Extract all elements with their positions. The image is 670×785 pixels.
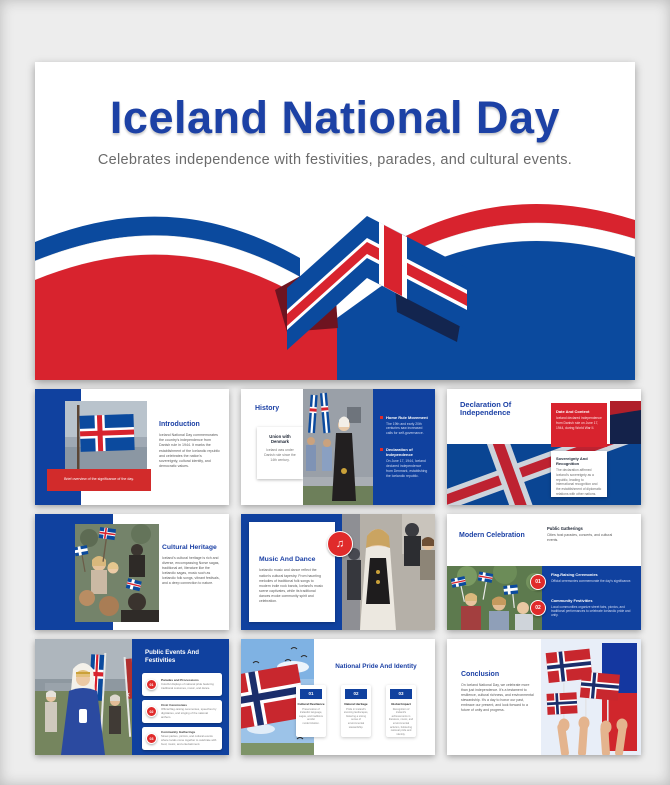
slide-thumb-modern-celebration[interactable] xyxy=(447,514,641,630)
slide-thumb-music-dance[interactable] xyxy=(241,514,435,630)
number-box-03: 03 xyxy=(390,689,412,699)
item-body: Official ceremonies commemorate the day's significance. xyxy=(551,578,632,583)
slide-title: Conclusion xyxy=(461,671,500,678)
card-title: Sovereignty And Recognition xyxy=(556,456,588,466)
badge-number: 02 xyxy=(149,709,154,714)
item-flag-raising xyxy=(551,572,635,583)
aside-body: Cities host parades, concerts, and cultural events. xyxy=(547,533,613,543)
card-title: Cultural Resilience xyxy=(297,702,325,706)
item-body: Local communities organize street fairs, picnics, and traditional performances to celebrate Icelandic pride and unity. xyxy=(551,604,631,618)
card-body: Recognition of Iceland's achievements in literature, music, and environmental activism, bolstering national pride and identity. xyxy=(388,707,414,736)
card-body: Colorful displays of national pride featuring traditional costumes, music, and dance. xyxy=(161,682,214,690)
sovereignty-card xyxy=(551,451,607,497)
card-title: Global Impact xyxy=(391,702,411,706)
slide-title: Modern Celebration xyxy=(459,532,525,539)
number-box-01: 01 xyxy=(300,689,322,699)
slide-body: Iceland National Day commemorates the country's independence from Danish rule in 1944. It marks the establishment of the Icelandic republic and celebrates the nation's sovereignty, cultural identity, and democratic values. xyxy=(159,433,220,469)
image-caption-banner xyxy=(47,469,151,491)
pride-card-natural xyxy=(341,685,371,737)
event-card-parades xyxy=(142,673,222,696)
bullet-body: On June 17, 1944, Iceland declared independence from Denmark, establishing the Icelandic republic. xyxy=(386,458,428,478)
slide-title: Introduction xyxy=(159,421,200,428)
badge-number: 02 xyxy=(535,605,541,611)
photo-woman-traditional-costume xyxy=(35,639,132,755)
page-subtitle: Celebrates independence with festivities, parades, and cultural events. xyxy=(97,152,573,168)
slide-thumb-public-events[interactable] xyxy=(35,639,229,755)
flag-ribbon-graphic xyxy=(35,190,635,380)
bullet-item xyxy=(380,415,428,436)
bullet-body: The 19th and early 20th centuries saw increased calls for self-governance. xyxy=(386,421,424,436)
number-badge-01 xyxy=(146,679,157,690)
bullet-square-icon xyxy=(380,448,383,451)
card-title: Community Gatherings xyxy=(161,730,196,735)
number-badge-02 xyxy=(530,600,546,616)
card-body: Iceland was under Danish rule since the 14th century. xyxy=(264,447,296,462)
slide-body: On Iceland National Day, we celebrate more than just independence. It's a testament to resilience, cultural richness, and environmental stewardship. It's a day to honor our past, embrace our present, and look forward to a future of unity and progress. xyxy=(461,683,534,713)
card-body: Iceland declared independence from Danish rule on June 17, 1944, during World War II. xyxy=(556,416,602,430)
photo-hands-holding-flags xyxy=(541,639,641,755)
badge-number: 01 xyxy=(535,579,541,585)
slide-title: Declaration Of Independence xyxy=(460,400,512,418)
pride-card-global xyxy=(386,685,416,737)
main-title-slide[interactable] xyxy=(35,62,635,380)
music-note-glyph: ♫ xyxy=(335,538,345,550)
badge-number: 01 xyxy=(149,682,154,687)
card-body: Pride in Iceland's stunning landscapes, fostering a strong sense of environmental stewardship. xyxy=(343,707,369,729)
caption-text: Brief overview of the significance of the day. xyxy=(64,477,134,482)
pride-card-cultural xyxy=(296,685,326,737)
slide-title: Public Events And Festivities xyxy=(145,649,200,664)
photo-crowd-with-flags xyxy=(75,524,159,622)
slide-title: Cultural Heritage xyxy=(162,544,217,551)
card-body: Preservation of Icelandic language, sagas, and traditions amidst modernization. xyxy=(299,707,323,725)
public-gatherings-block xyxy=(547,526,621,543)
slide-title: National Pride And Identity xyxy=(335,663,417,670)
photo-parade-traditional-dress xyxy=(303,389,373,505)
photo-flag-corner xyxy=(610,401,641,444)
bullet-title: Home Rule Movement xyxy=(386,415,428,420)
history-card xyxy=(257,427,303,479)
card-body: Street parties, picnics, and cultural events where locals come together to celebrate with food, music, and entertainment. xyxy=(161,734,217,746)
photo-children-flags-garden xyxy=(447,566,542,630)
chevron-left-icon[interactable]: ‹ xyxy=(127,689,130,699)
music-icon xyxy=(327,531,353,557)
date-context-card xyxy=(551,403,607,447)
slide-thumb-national-pride[interactable] xyxy=(241,639,435,755)
event-card-ceremonies xyxy=(142,700,222,723)
card-body: Official flag-raising ceremonies, speeches by dignitaries, and singing of the national anthem. xyxy=(161,707,217,719)
bullet-square-icon xyxy=(380,416,383,419)
number-badge-01 xyxy=(530,574,546,590)
slide-thumb-declaration[interactable] xyxy=(447,389,641,505)
aside-title: Public Gatherings xyxy=(547,526,583,531)
music-card xyxy=(249,522,335,622)
badge-number: 03 xyxy=(149,736,154,741)
event-card-gatherings xyxy=(142,727,222,750)
number-badge-03 xyxy=(146,733,157,744)
slide-thumb-conclusion[interactable] xyxy=(447,639,641,755)
bullet-item xyxy=(380,447,428,478)
slide-thumb-cultural-heritage[interactable] xyxy=(35,514,229,630)
number-badge-02 xyxy=(146,706,157,717)
item-title: Community Festivities xyxy=(551,598,593,603)
item-community-festivities xyxy=(551,598,635,618)
slide-title: History xyxy=(255,405,280,412)
card-title: Civic Ceremonies xyxy=(161,703,187,708)
page-title: Iceland National Day xyxy=(109,92,561,143)
card-title: Date And Context xyxy=(556,409,590,414)
card-title: Natural Heritage xyxy=(344,702,368,706)
card-body: The declaration affirmed Iceland's sovereignty as a republic, leading to international recognition and the establishment of diplomatic relations with other nations. xyxy=(556,468,602,496)
slide-thumb-introduction[interactable] xyxy=(35,389,229,505)
card-title: Parades and Processions xyxy=(161,678,199,683)
photo-iceland-flag-closeup xyxy=(447,444,641,505)
slide-body: Icelandic music and dance reflect the nation's cultural tapestry. From haunting melodies of traditional folk songs to modern indie rock bands, Iceland's music scene captivates, while its traditional dances evoke community spirit and celebration. xyxy=(259,568,324,603)
card-title: Union with Denmark xyxy=(269,434,291,445)
history-bullet-panel xyxy=(373,389,435,505)
slide-title: Music And Dance xyxy=(259,556,316,563)
photo-parade-dancers xyxy=(342,514,435,630)
bullet-title: Declaration of Independence xyxy=(386,447,413,458)
slide-body: Iceland's cultural heritage is rich and diverse, encompassing Norse sagas, traditional art, literature like the Icelandic sagas, music such as Icelandic folk songs, vibrant festivals, and a deep connection to nature. xyxy=(162,556,220,586)
item-title: Flag-Raising Ceremonies xyxy=(551,572,598,577)
number-box-02: 02 xyxy=(345,689,367,699)
slide-thumb-history[interactable] xyxy=(241,389,435,505)
